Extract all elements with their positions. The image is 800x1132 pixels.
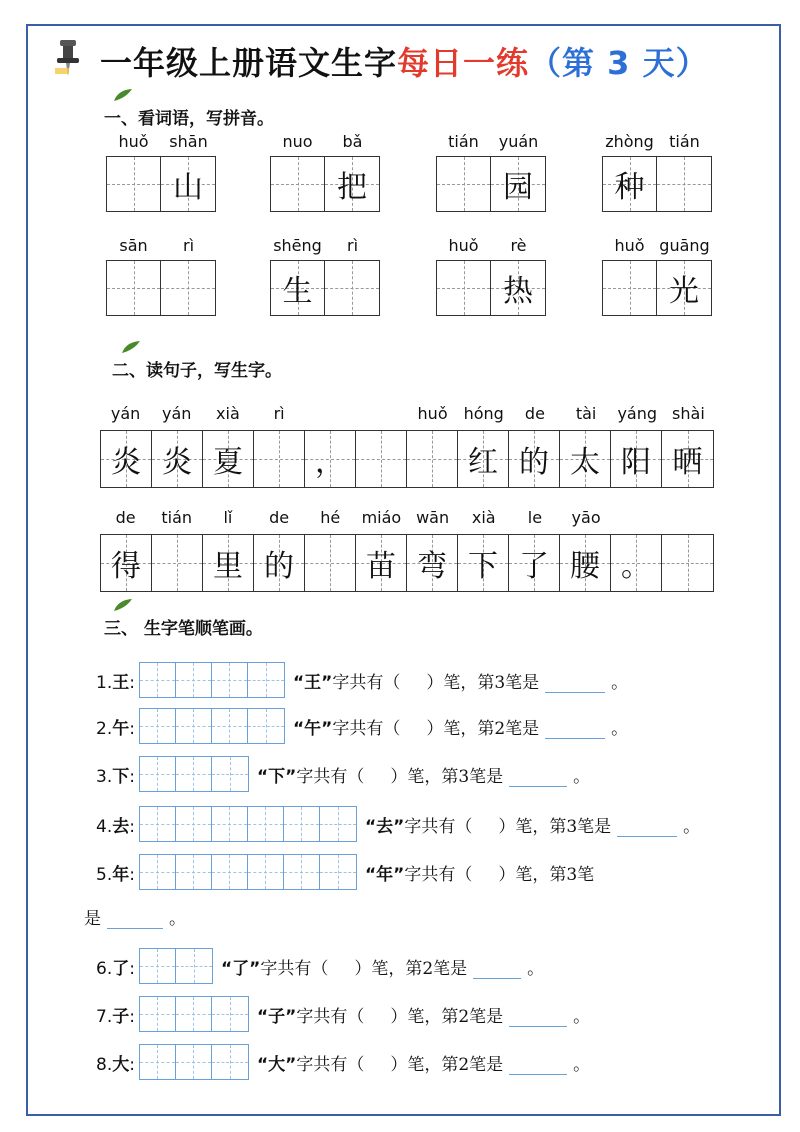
stroke-cell[interactable] xyxy=(140,709,176,743)
stroke-cell[interactable] xyxy=(140,663,176,697)
pinyin-label: yuán xyxy=(498,132,539,151)
answer-blank[interactable] xyxy=(509,1074,567,1075)
writing-cell[interactable] xyxy=(603,261,657,315)
answer-blank[interactable] xyxy=(509,786,567,787)
answer-blank[interactable] xyxy=(545,692,605,693)
writing-cell[interactable]: 山 xyxy=(161,157,215,211)
question-text: “了”字共有（ ）笔，第2笔是 。 xyxy=(220,958,545,979)
stroke-cell[interactable] xyxy=(320,855,356,889)
writing-cell[interactable] xyxy=(407,431,458,487)
leaf-icon xyxy=(112,88,134,102)
writing-cell[interactable]: 。 xyxy=(611,535,662,591)
question-number: 3.下: xyxy=(96,766,135,787)
writing-cell[interactable] xyxy=(107,261,161,315)
stroke-grid[interactable] xyxy=(139,996,249,1032)
stroke-cell[interactable] xyxy=(176,855,212,889)
stroke-cell[interactable] xyxy=(248,807,284,841)
writing-cell[interactable]: 苗 xyxy=(356,535,407,591)
stroke-grid[interactable] xyxy=(139,708,285,744)
writing-cell[interactable] xyxy=(161,261,215,315)
stroke-cell[interactable] xyxy=(284,807,320,841)
stroke-cell[interactable] xyxy=(140,1045,176,1079)
pinyin-label: lǐ xyxy=(223,508,233,527)
writing-cell[interactable]: 炎 xyxy=(152,431,203,487)
pinyin-label: xià xyxy=(216,404,240,423)
question-number: 8.大: xyxy=(96,1054,135,1075)
writing-cell[interactable]: 晒 xyxy=(662,431,713,487)
stroke-grid[interactable] xyxy=(139,854,357,890)
writing-cell[interactable]: 太 xyxy=(560,431,611,487)
pinyin-label: huǒ xyxy=(448,236,479,255)
writing-cell[interactable]: 了 xyxy=(509,535,560,591)
stroke-cell[interactable] xyxy=(212,709,248,743)
section1-heading: 一、看词语，写拼音。 xyxy=(104,109,274,129)
stroke-cell[interactable] xyxy=(212,997,248,1031)
writing-cell[interactable]: 夏 xyxy=(203,431,254,487)
pinyin-label: xià xyxy=(471,508,496,527)
writing-cell[interactable] xyxy=(662,535,713,591)
stroke-cell[interactable] xyxy=(140,807,176,841)
stroke-cell[interactable] xyxy=(140,757,176,791)
writing-cell[interactable] xyxy=(325,261,379,315)
question-text: “大”字共有（ ）笔，第2笔是 。 xyxy=(256,1054,591,1075)
stroke-cell[interactable] xyxy=(140,949,176,983)
stroke-cell[interactable] xyxy=(140,997,176,1031)
writing-cell[interactable]: 热 xyxy=(491,261,545,315)
writing-cell[interactable]: 弯 xyxy=(407,535,458,591)
pinyin-label: yán xyxy=(162,404,192,423)
writing-cell[interactable] xyxy=(254,431,305,487)
leaf-icon xyxy=(120,340,142,354)
section2-heading: 二、读句子，写生字。 xyxy=(112,361,282,381)
writing-cell[interactable]: 阳 xyxy=(611,431,662,487)
question-text: “王”字共有（ ）笔，第3笔是 。 xyxy=(292,672,629,693)
writing-cell[interactable]: 把 xyxy=(325,157,379,211)
pinyin-label: nuo xyxy=(282,132,313,151)
writing-cell[interactable] xyxy=(271,157,325,211)
pinyin-label: tài xyxy=(575,404,597,423)
stroke-cell[interactable] xyxy=(176,757,212,791)
pinyin-label: tián xyxy=(161,508,193,527)
writing-cell[interactable] xyxy=(305,535,356,591)
stroke-cell[interactable] xyxy=(176,663,212,697)
stroke-question xyxy=(96,1044,590,1080)
pinyin-label: miáo xyxy=(361,508,402,527)
stroke-cell[interactable] xyxy=(320,807,356,841)
stroke-grid[interactable] xyxy=(139,1044,249,1080)
pinyin-label: guāng xyxy=(659,236,710,255)
writing-cell[interactable] xyxy=(107,157,161,211)
writing-cell[interactable]: 里 xyxy=(203,535,254,591)
pinyin-label: rì xyxy=(346,236,359,255)
stroke-question xyxy=(96,708,628,744)
pinyin-label: shēng xyxy=(273,236,322,255)
answer-blank[interactable] xyxy=(107,928,163,929)
writing-cell[interactable]: 生 xyxy=(271,261,325,315)
writing-cell[interactable]: 光 xyxy=(657,261,711,315)
stroke-grid[interactable] xyxy=(139,806,357,842)
pinyin-label: tián xyxy=(669,132,700,151)
writing-cell[interactable]: 园 xyxy=(491,157,545,211)
pinyin-label: hóng xyxy=(463,404,504,423)
answer-blank[interactable] xyxy=(545,738,605,739)
pinyin-label: wān xyxy=(416,508,450,527)
pinyin-label: bǎ xyxy=(342,132,363,151)
answer-blank[interactable] xyxy=(617,836,677,837)
stroke-cell[interactable] xyxy=(176,949,212,983)
stroke-grid[interactable] xyxy=(139,662,285,698)
stroke-cell[interactable] xyxy=(212,807,248,841)
stroke-grid[interactable] xyxy=(139,948,213,984)
pushpin-icon xyxy=(52,38,84,78)
leaf-icon xyxy=(112,598,134,612)
question-number: 4.去: xyxy=(96,816,135,837)
question-number: 6.了: xyxy=(96,958,135,979)
question-text: “子”字共有（ ）笔，第2笔是 。 xyxy=(256,1006,591,1027)
stroke-cell[interactable] xyxy=(212,757,248,791)
stroke-cell[interactable] xyxy=(248,663,284,697)
page-title: 一年级上册语文生字每日一练（第 3 天） xyxy=(100,44,709,82)
pinyin-label: shài xyxy=(672,404,705,423)
writing-cell[interactable] xyxy=(437,157,491,211)
writing-cell[interactable] xyxy=(152,535,203,591)
pinyin-label: sān xyxy=(119,236,148,255)
question-number: 7.子: xyxy=(96,1006,135,1027)
section3-heading: 三、 生字笔顺笔画。 xyxy=(104,619,263,639)
question-text: “下”字共有（ ）笔，第3笔是 。 xyxy=(256,766,591,787)
stroke-cell[interactable] xyxy=(248,709,284,743)
writing-cell[interactable]: 种 xyxy=(603,157,657,211)
writing-cell[interactable]: 下 xyxy=(458,535,509,591)
pinyin-label: tián xyxy=(448,132,479,151)
writing-cell[interactable]: 腰 xyxy=(560,535,611,591)
pinyin-label: shān xyxy=(169,132,208,151)
writing-cell[interactable]: ， xyxy=(305,431,356,487)
pinyin-label: rì xyxy=(182,236,195,255)
pinyin-label: huǒ xyxy=(118,132,149,151)
pinyin-label: yán xyxy=(110,404,141,423)
writing-cell[interactable] xyxy=(437,261,491,315)
writing-cell[interactable]: 红 xyxy=(458,431,509,487)
question-text: “午”字共有（ ）笔，第2笔是 。 xyxy=(292,718,629,739)
stroke-cell[interactable] xyxy=(140,855,176,889)
stroke-cell[interactable] xyxy=(176,807,212,841)
stroke-cell[interactable] xyxy=(212,1045,248,1079)
pinyin-label: huǒ xyxy=(417,404,448,423)
pinyin-label: rì xyxy=(273,404,285,423)
stroke-cell[interactable] xyxy=(176,1045,212,1079)
pinyin-label: yāo xyxy=(571,508,601,527)
answer-blank[interactable] xyxy=(509,1026,567,1027)
stroke-question xyxy=(96,996,590,1032)
question-number: 5.年: xyxy=(96,864,135,885)
question-continuation: 是 。 xyxy=(84,909,186,929)
pinyin-label: hé xyxy=(320,508,341,527)
pinyin-label: yáng xyxy=(617,404,658,423)
pinyin-label: zhòng xyxy=(605,132,654,151)
writing-cell[interactable] xyxy=(657,157,711,211)
stroke-cell[interactable] xyxy=(212,663,248,697)
pinyin-label: de xyxy=(115,508,136,527)
stroke-question xyxy=(96,662,628,698)
pinyin-label: rè xyxy=(510,236,527,255)
stroke-grid[interactable] xyxy=(139,756,249,792)
pinyin-label: le xyxy=(527,508,543,527)
pinyin-label: huǒ xyxy=(614,236,645,255)
stroke-question xyxy=(96,948,544,984)
stroke-cell[interactable] xyxy=(176,997,212,1031)
stroke-question xyxy=(96,756,590,792)
stroke-cell[interactable] xyxy=(284,855,320,889)
stroke-cell[interactable] xyxy=(176,709,212,743)
pinyin-label: de xyxy=(524,404,545,423)
question-text: “去”字共有（ ）笔，第3笔是 。 xyxy=(364,816,701,837)
writing-cell[interactable] xyxy=(356,431,407,487)
writing-cell[interactable]: 的 xyxy=(509,431,560,487)
stroke-question xyxy=(96,854,594,890)
question-number: 1.王: xyxy=(96,672,135,693)
stroke-cell[interactable] xyxy=(212,855,248,889)
question-number: 2.午: xyxy=(96,718,135,739)
stroke-cell[interactable] xyxy=(248,855,284,889)
writing-cell[interactable]: 得 xyxy=(101,535,152,591)
answer-blank[interactable] xyxy=(473,978,521,979)
question-text: “年”字共有（ ）笔，第3笔 xyxy=(364,864,595,885)
pinyin-label: de xyxy=(269,508,290,527)
stroke-question xyxy=(96,806,700,842)
writing-cell[interactable]: 炎 xyxy=(101,431,152,487)
writing-cell[interactable]: 的 xyxy=(254,535,305,591)
